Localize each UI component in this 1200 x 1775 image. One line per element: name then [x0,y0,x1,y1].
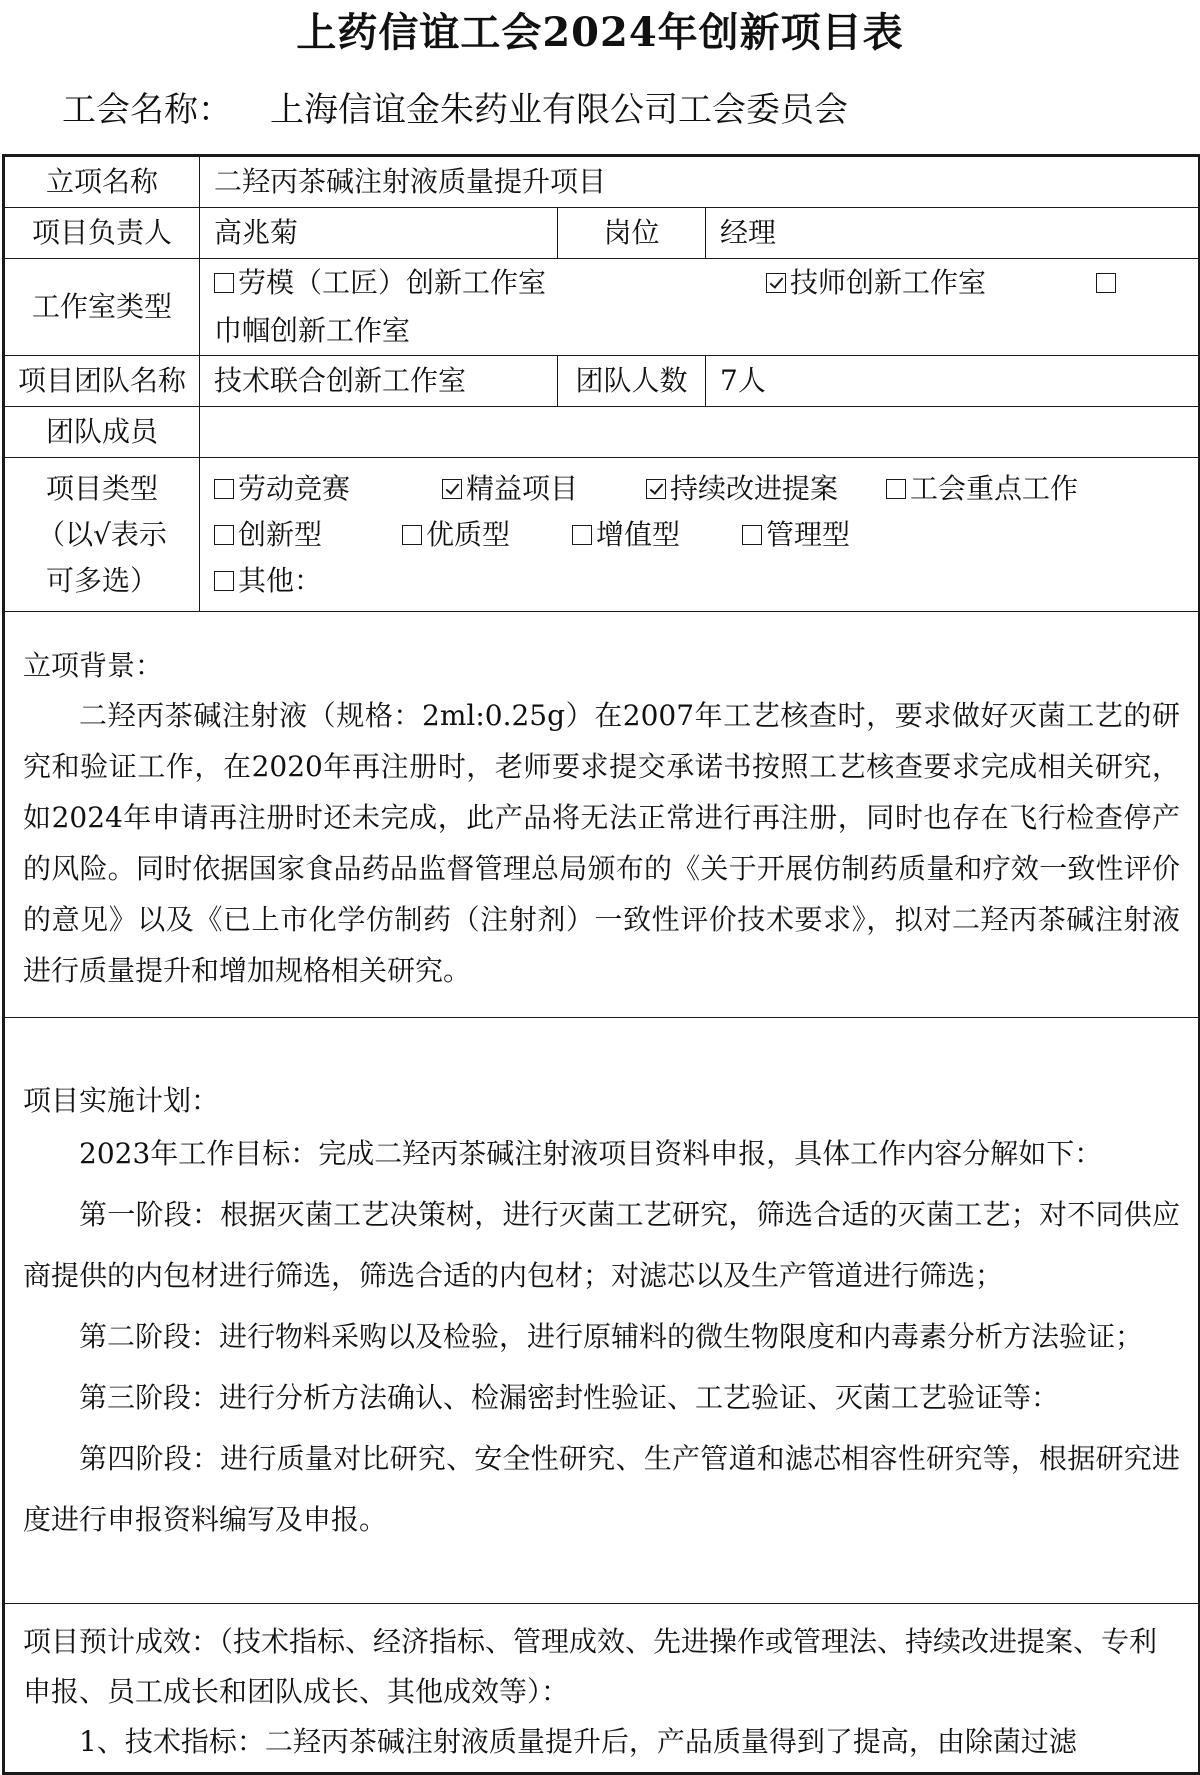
position-label: 岗位 [558,208,706,259]
studio-type-row [4,259,1200,356]
leader-value: 高兆菊 [200,208,558,259]
plan-phase-4: 第四阶段：进行质量对比研究、安全性研究、生产管道和滤芯相容性研究等，根据研究进度进行申报资料编写及申报。 [23,1442,1180,1536]
plan-section [4,1018,1200,1604]
plan-phase-2: 第二阶段：进行物料采购以及检验，进行原辅料的微生物限度和内毒素分析方法验证； [79,1320,1144,1353]
leader-row [4,208,1200,259]
background-row [4,612,1200,1018]
type-option-quality[interactable]: 优质型 [402,512,572,558]
results-row [4,1604,1200,1774]
checkbox-unchecked-icon [572,525,592,545]
results-item-1: 1、技术指标：二羟丙茶碱注射液质量提升后，产品质量得到了提高，由除菌过滤 [79,1725,1077,1758]
checkbox-unchecked-icon [214,571,234,591]
team-row [4,356,1200,407]
team-count-label: 团队人数 [558,356,706,407]
leader-label: 项目负责人 [4,208,200,259]
project-type-row [4,458,1200,612]
team-name-label: 项目团队名称 [4,356,200,407]
type-option-labor-contest[interactable]: 劳动竞赛 [214,466,442,512]
checkbox-checked-icon [766,273,786,293]
checkbox-checked-icon [442,479,462,499]
checkbox-unchecked-icon [214,479,234,499]
union-name-label: 工会名称： [62,90,232,130]
project-type-options [200,458,1200,612]
project-form-table [2,154,1200,1775]
checkbox-unchecked-icon [402,525,422,545]
team-count-value: 7人 [706,356,1200,407]
project-name-row [4,156,1200,208]
checkbox-unchecked-icon [742,525,762,545]
studio-option-model-worker[interactable]: 劳模（工匠）创新工作室 [214,259,766,307]
background-heading: 立项背景： [23,648,164,682]
type-option-management[interactable]: 管理型 [742,512,850,558]
project-type-label: 项目类型 （以√表示 可多选） [4,458,200,612]
plan-heading: 项目实施计划： [23,1084,220,1117]
checkbox-unchecked-icon [214,525,234,545]
type-option-innovative[interactable]: 创新型 [214,512,402,558]
studio-option-women-checkbox[interactable] [1096,259,1120,307]
checkbox-unchecked-icon [886,479,906,499]
studio-type-label: 工作室类型 [4,259,200,356]
team-name-value: 技术联合创新工作室 [200,356,558,407]
studio-type-options [200,259,1200,356]
checkbox-unchecked-icon [214,273,234,293]
project-name-value: 二羟丙茶碱注射液质量提升项目 [200,156,1200,208]
type-option-other[interactable]: 其他： [214,558,322,604]
background-section [4,612,1200,1018]
members-value[interactable] [200,407,1200,458]
checkbox-checked-icon [646,479,666,499]
union-name-value: 上海信谊金朱药业有限公司工会委员会 [270,90,848,130]
plan-phase-1: 第一阶段：根据灭菌工艺决策树，进行灭菌工艺研究，筛选合适的灭菌工艺；对不同供应商提供的内包材进行筛选，筛选合适的内包材；对滤芯以及生产管道进行筛选； [23,1198,1180,1292]
results-heading: 项目预计成效：（技术指标、经济指标、管理成效、先进操作或管理法、持续改进提案、专利申报、员工成长和团队成长、其他成效等）： [23,1625,1158,1708]
checkbox-unchecked-icon [1096,273,1116,293]
document-title: 上药信谊工会2024年创新项目表 [296,9,904,56]
members-label: 团队成员 [4,407,200,458]
union-name-line [62,88,848,132]
plan-goal: 2023年工作目标：完成二羟丙茶碱注射液项目资料申报，具体工作内容分解如下： [79,1137,1103,1170]
type-option-lean[interactable]: 精益项目 [442,466,646,512]
project-name-label: 立项名称 [4,156,200,208]
plan-phase-3: 第三阶段：进行分析方法确认、检漏密封性验证、工艺验证、灭菌工艺验证等： [79,1381,1060,1414]
members-row [4,407,1200,458]
plan-row [4,1018,1200,1604]
studio-option-women-label: 巾帼创新工作室 [214,314,411,347]
position-value: 经理 [706,208,1200,259]
type-option-value-added[interactable]: 增值型 [572,512,742,558]
results-section [4,1604,1200,1774]
studio-option-technician[interactable]: 技师创新工作室 [766,259,1096,307]
type-option-continuous-improvement[interactable]: 持续改进提案 [646,466,886,512]
type-option-union-key-work[interactable]: 工会重点工作 [886,466,1078,512]
background-text: 二羟丙茶碱注射液（规格：2ml:0.25g）在2007年工艺核查时，要求做好灭菌工艺的研究和验证工作，在2020年再注册时，老师要求提交承诺书按照工艺核查要求完成相关研究，如2024年申请再注册时还未完成，此产品将无法正常进行再注册，同时也存在飞行检查停产的风险。同时依据国家食品药品监督管理总局颁布的《关于开展仿制药质量和疗效一致性评价的意见》以及《已上市化学仿制药（注射剂）一致性评价技术要求》，拟对二羟丙茶碱注射液进行质量提升和增加规格相关研究。 [23,698,1180,987]
